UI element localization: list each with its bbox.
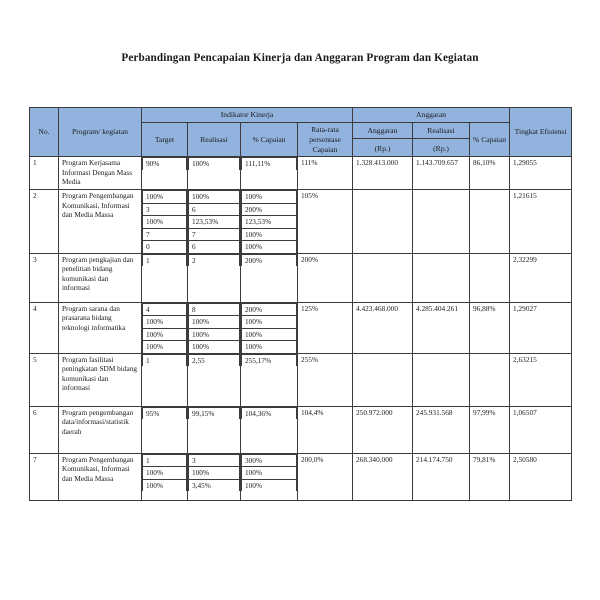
cell-capaian-kinerja: 100% xyxy=(242,228,297,240)
cell-target: 100% xyxy=(143,467,187,479)
anggaran-rp-line2: (Rp.) xyxy=(353,138,413,154)
col-header-persen-capaian-anggaran: % Capaian xyxy=(470,122,510,157)
table-row xyxy=(30,406,572,453)
cell-target: 1 xyxy=(143,454,187,466)
table-row xyxy=(30,190,572,253)
cell-capaian-kinerja: 200% xyxy=(242,303,297,315)
cell-realisasi-kinerja-group xyxy=(188,406,241,453)
cell-program: Program pengkajian dan penelitian bidang komunikasi dan informasi xyxy=(59,253,142,302)
cell-capaian-kinerja: 100% xyxy=(242,191,297,203)
cell-target-list xyxy=(142,303,187,353)
cell-tingkat-efisiensi: 1,21615 xyxy=(510,190,572,253)
indicator-row xyxy=(143,341,187,353)
cell-target-list xyxy=(142,454,187,491)
cell-realisasi-anggaran-rp xyxy=(413,190,470,253)
indicator-row xyxy=(189,328,240,340)
indicator-row xyxy=(143,316,187,328)
cell-tingkat-efisiensi: 2,50580 xyxy=(510,453,572,500)
indicator-row xyxy=(242,467,297,479)
cell-target: 4 xyxy=(143,303,187,315)
cell-capaian-anggaran: 86,10% xyxy=(470,157,510,190)
indicator-row xyxy=(189,316,240,328)
indicator-row xyxy=(143,303,187,315)
col-header-program: Program/ kegiatan xyxy=(59,108,142,157)
indicator-row xyxy=(242,228,297,240)
cell-realisasi-kinerja-group xyxy=(188,353,241,406)
cell-realisasi-kinerja-list xyxy=(188,190,240,252)
cell-capaian-anggaran: 79,81% xyxy=(470,453,510,500)
cell-rata-rata-capaian: 200,0% xyxy=(298,453,353,500)
cell-target: 7 xyxy=(143,228,187,240)
cell-realisasi-kinerja-group xyxy=(188,157,241,190)
performance-budget-table-container xyxy=(29,107,571,501)
cell-target-group xyxy=(142,253,188,302)
cell-realisasi-kinerja: 8 xyxy=(189,303,240,315)
cell-tingkat-efisiensi: 2,32299 xyxy=(510,253,572,302)
cell-target-group xyxy=(142,190,188,253)
cell-no: 2 xyxy=(30,190,59,253)
cell-capaian-kinerja-group xyxy=(241,353,298,406)
cell-realisasi-kinerja: 100% xyxy=(189,158,240,170)
cell-target-group xyxy=(142,302,188,353)
page-title: Perbandingan Pencapaian Kinerja dan Anggaran Program dan Kegiatan xyxy=(121,52,479,64)
indicator-row xyxy=(143,216,187,228)
indicator-row xyxy=(143,241,187,253)
indicator-row xyxy=(143,328,187,340)
col-header-group-anggaran: Anggaran xyxy=(353,108,510,123)
indicator-row xyxy=(143,203,187,215)
cell-capaian-kinerja: 100% xyxy=(242,328,297,340)
cell-realisasi-kinerja: 6 xyxy=(189,203,240,215)
cell-rata-rata-capaian: 255% xyxy=(298,353,353,406)
cell-target-group xyxy=(142,157,188,190)
indicator-row xyxy=(143,158,187,170)
cell-realisasi-kinerja-list xyxy=(188,407,240,419)
cell-capaian-kinerja: 200% xyxy=(242,254,297,266)
cell-capaian-kinerja-list xyxy=(241,303,297,353)
indicator-row xyxy=(189,241,240,253)
cell-target: 95% xyxy=(143,407,187,419)
indicator-row xyxy=(143,191,187,203)
col-header-anggaran-rp xyxy=(353,122,413,157)
cell-capaian-kinerja: 123,53% xyxy=(242,216,297,228)
cell-target-list xyxy=(142,254,187,266)
cell-capaian-kinerja: 300% xyxy=(242,454,297,466)
anggaran-rp-line1: Anggaran xyxy=(367,125,398,135)
cell-realisasi-kinerja: 100% xyxy=(189,316,240,328)
indicator-row xyxy=(242,407,297,419)
indicator-row xyxy=(242,216,297,228)
cell-anggaran-rp xyxy=(353,353,413,406)
cell-capaian-kinerja-list xyxy=(241,157,297,169)
indicator-row xyxy=(242,241,297,253)
indicator-row xyxy=(242,454,297,466)
cell-capaian-kinerja-group xyxy=(241,190,298,253)
cell-realisasi-kinerja-group xyxy=(188,253,241,302)
cell-realisasi-kinerja: 2 xyxy=(189,254,240,266)
cell-realisasi-kinerja-list xyxy=(188,303,240,353)
indicator-row xyxy=(143,228,187,240)
col-header-realisasi-kinerja: Realisasi xyxy=(188,122,241,157)
cell-program: Program Pengembangan Komunikasi, Informasi dan Media Massa xyxy=(59,190,142,253)
cell-target: 100% xyxy=(143,316,187,328)
cell-program: Program sarana dan prasarana bidang teknologi informatika xyxy=(59,302,142,353)
table-body xyxy=(30,157,572,500)
cell-anggaran-rp: 1.328.413.000 xyxy=(353,157,413,190)
cell-capaian-kinerja: 100% xyxy=(242,316,297,328)
cell-rata-rata-capaian: 111% xyxy=(298,157,353,190)
cell-rata-rata-capaian: 105% xyxy=(298,190,353,253)
cell-realisasi-kinerja-list xyxy=(188,454,240,491)
cell-tingkat-efisiensi: 1,06507 xyxy=(510,406,572,453)
cell-tingkat-efisiensi: 1,29055 xyxy=(510,157,572,190)
indicator-row xyxy=(242,303,297,315)
cell-capaian-kinerja: 200% xyxy=(242,203,297,215)
cell-target: 100% xyxy=(143,328,187,340)
indicator-row xyxy=(189,303,240,315)
indicator-row xyxy=(143,479,187,491)
indicator-row xyxy=(189,158,240,170)
cell-realisasi-kinerja: 6 xyxy=(189,241,240,253)
cell-target: 3 xyxy=(143,203,187,215)
table-row xyxy=(30,453,572,500)
cell-anggaran-rp: 4.423.468.000 xyxy=(353,302,413,353)
cell-target: 1 xyxy=(143,354,187,366)
indicator-row xyxy=(242,254,297,266)
cell-anggaran-rp: 250.972.000 xyxy=(353,406,413,453)
col-header-rata-rata-persentase-capaian: Rata-rata persentase Capaian xyxy=(298,122,353,157)
indicator-row xyxy=(189,203,240,215)
cell-realisasi-kinerja: 2,55 xyxy=(189,354,240,366)
indicator-row xyxy=(189,191,240,203)
cell-realisasi-kinerja: 99,15% xyxy=(189,407,240,419)
cell-realisasi-kinerja-group xyxy=(188,453,241,500)
header-row-groups xyxy=(30,108,572,123)
col-header-no: No. xyxy=(30,108,59,157)
cell-capaian-kinerja-group xyxy=(241,253,298,302)
cell-realisasi-kinerja-group xyxy=(188,190,241,253)
realisasi-rp-line1: Realisasi xyxy=(427,125,455,135)
cell-realisasi-kinerja: 100% xyxy=(189,328,240,340)
cell-tingkat-efisiensi: 1,29027 xyxy=(510,302,572,353)
cell-realisasi-anggaran-rp: 1.143.709.657 xyxy=(413,157,470,190)
cell-target: 0 xyxy=(143,241,187,253)
cell-capaian-kinerja-list xyxy=(241,354,297,366)
cell-anggaran-rp xyxy=(353,190,413,253)
cell-target-list xyxy=(142,354,187,366)
cell-target-group xyxy=(142,353,188,406)
cell-anggaran-rp: 268.340.000 xyxy=(353,453,413,500)
table-row xyxy=(30,157,572,190)
cell-realisasi-kinerja: 7 xyxy=(189,228,240,240)
cell-program: Program Pengembangan Komunikasi, Informasi dan Media Massa xyxy=(59,453,142,500)
cell-realisasi-kinerja: 3 xyxy=(189,454,240,466)
indicator-row xyxy=(242,158,297,170)
cell-realisasi-kinerja: 3,45% xyxy=(189,479,240,491)
cell-capaian-kinerja: 100% xyxy=(242,467,297,479)
cell-capaian-kinerja-list xyxy=(241,254,297,266)
col-header-persen-capaian-kinerja: % Capaian xyxy=(241,122,298,157)
indicator-row xyxy=(189,216,240,228)
cell-realisasi-anggaran-rp: 214.174.750 xyxy=(413,453,470,500)
cell-tingkat-efisiensi: 2,63215 xyxy=(510,353,572,406)
cell-capaian-kinerja: 100% xyxy=(242,241,297,253)
cell-capaian-kinerja: 100% xyxy=(242,341,297,353)
cell-realisasi-kinerja-list xyxy=(188,254,240,266)
cell-realisasi-kinerja: 123,53% xyxy=(189,216,240,228)
cell-target-list xyxy=(142,190,187,252)
cell-no: 3 xyxy=(30,253,59,302)
cell-capaian-anggaran xyxy=(470,253,510,302)
cell-rata-rata-capaian: 200% xyxy=(298,253,353,302)
cell-capaian-kinerja-list xyxy=(241,454,297,491)
indicator-row xyxy=(189,467,240,479)
cell-target: 100% xyxy=(143,191,187,203)
indicator-row xyxy=(242,191,297,203)
cell-capaian-kinerja-group xyxy=(241,157,298,190)
cell-realisasi-kinerja: 100% xyxy=(189,467,240,479)
indicator-row xyxy=(143,354,187,366)
indicator-row xyxy=(242,354,297,366)
cell-target-group xyxy=(142,453,188,500)
col-header-realisasi-rp xyxy=(413,122,470,157)
cell-program: Program fasilitasi peningkatan SDM bidang komunikasi dan informasi xyxy=(59,353,142,406)
indicator-row xyxy=(189,479,240,491)
table-row xyxy=(30,253,572,302)
cell-target: 100% xyxy=(143,479,187,491)
performance-budget-table xyxy=(29,107,572,501)
indicator-row xyxy=(189,454,240,466)
col-header-tingkat-efisiensi: Tingkat Efisiensi xyxy=(510,108,572,157)
cell-capaian-kinerja: 111,11% xyxy=(242,158,297,170)
table-head xyxy=(30,108,572,157)
indicator-row xyxy=(242,328,297,340)
indicator-row xyxy=(242,341,297,353)
cell-capaian-kinerja: 100% xyxy=(242,479,297,491)
cell-rata-rata-capaian: 104,4% xyxy=(298,406,353,453)
cell-capaian-kinerja-list xyxy=(241,407,297,419)
cell-capaian-kinerja-group xyxy=(241,453,298,500)
cell-target-list xyxy=(142,407,187,419)
cell-target: 90% xyxy=(143,158,187,170)
cell-capaian-anggaran xyxy=(470,353,510,406)
cell-rata-rata-capaian: 125% xyxy=(298,302,353,353)
indicator-row xyxy=(189,407,240,419)
cell-target: 100% xyxy=(143,216,187,228)
cell-no: 7 xyxy=(30,453,59,500)
indicator-row xyxy=(143,454,187,466)
cell-no: 5 xyxy=(30,353,59,406)
cell-realisasi-kinerja: 100% xyxy=(189,191,240,203)
cell-target: 100% xyxy=(143,341,187,353)
cell-program: Program Kerjasama Informasi Dengan Mass Media xyxy=(59,157,142,190)
cell-no: 4 xyxy=(30,302,59,353)
indicator-row xyxy=(189,254,240,266)
cell-target: 1 xyxy=(143,254,187,266)
indicator-row xyxy=(242,203,297,215)
cell-no: 6 xyxy=(30,406,59,453)
cell-target-group xyxy=(142,406,188,453)
cell-capaian-anggaran: 97,99% xyxy=(470,406,510,453)
cell-realisasi-anggaran-rp xyxy=(413,253,470,302)
cell-realisasi-kinerja-list xyxy=(188,157,240,169)
col-header-group-indikator-kinerja: Indikator Kinerja xyxy=(142,108,353,123)
indicator-row xyxy=(143,407,187,419)
cell-capaian-kinerja-group xyxy=(241,406,298,453)
cell-capaian-kinerja-list xyxy=(241,190,297,252)
cell-capaian-kinerja: 255,17% xyxy=(242,354,297,366)
col-header-target: Target xyxy=(142,122,188,157)
cell-realisasi-kinerja-list xyxy=(188,354,240,366)
cell-realisasi-kinerja: 100% xyxy=(189,341,240,353)
indicator-row xyxy=(143,254,187,266)
indicator-row xyxy=(242,479,297,491)
cell-target-list xyxy=(142,157,187,169)
cell-program: Program pengembangan data/informasi/statistik daerah xyxy=(59,406,142,453)
cell-no: 1 xyxy=(30,157,59,190)
table-row xyxy=(30,302,572,353)
cell-capaian-kinerja: 104,36% xyxy=(242,407,297,419)
indicator-row xyxy=(143,467,187,479)
cell-anggaran-rp xyxy=(353,253,413,302)
cell-capaian-kinerja-group xyxy=(241,302,298,353)
cell-realisasi-anggaran-rp xyxy=(413,353,470,406)
cell-realisasi-anggaran-rp: 4.285.404.261 xyxy=(413,302,470,353)
indicator-row xyxy=(189,354,240,366)
indicator-row xyxy=(242,316,297,328)
realisasi-rp-line2: (Rp.) xyxy=(413,138,470,154)
indicator-row xyxy=(189,228,240,240)
cell-realisasi-anggaran-rp: 245.931.568 xyxy=(413,406,470,453)
table-row xyxy=(30,353,572,406)
cell-capaian-anggaran xyxy=(470,190,510,253)
cell-realisasi-kinerja-group xyxy=(188,302,241,353)
indicator-row xyxy=(189,341,240,353)
cell-capaian-anggaran: 96,88% xyxy=(470,302,510,353)
